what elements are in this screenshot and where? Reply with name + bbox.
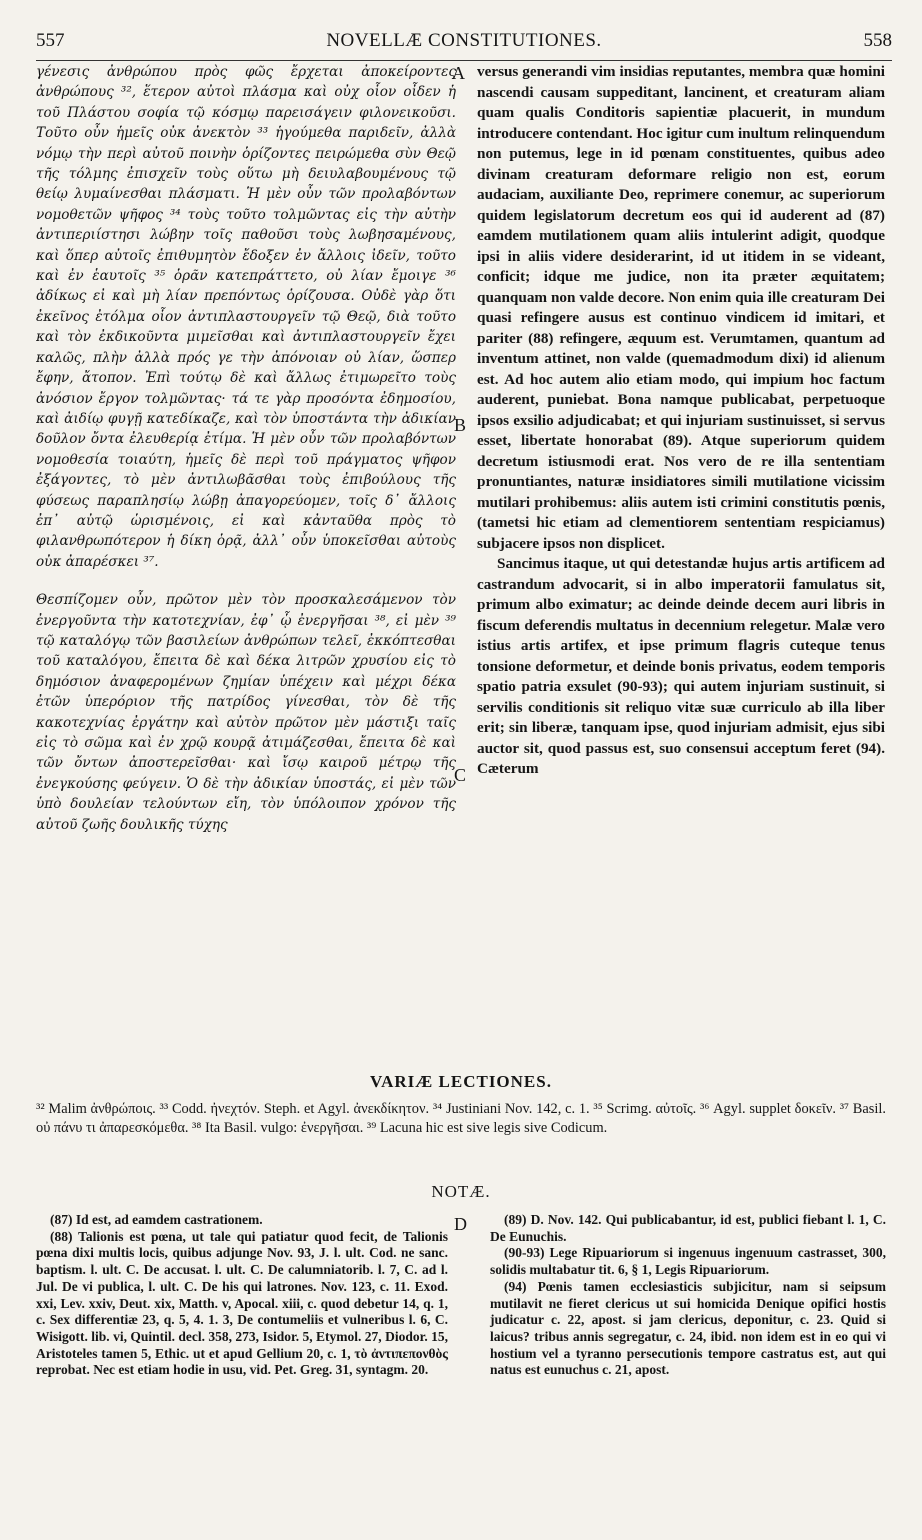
section-marker-b: B [454, 415, 467, 435]
greek-paragraph: Θεσπίζομεν οὖν, πρῶτον μὲν τὸν προσκαλεσάμενον τὸν ἐνεργοῦντα τὴν κατοτεχνίαν, ἐφ᾽ ᾧ ἐνεργῆσαι ³⁸, εἰ μὲν ³⁹ τῷ καταλόγῳ τῶν βασιλείων ἀνθρώπων τελεῖ, ἐκκόπτεσθαι τοῦ καταλόγου, ἔπειτα δὲ καὶ δέκα λιτρῶν χρυσίου εἰς τὸ δημόσιον ἀναφερομένων ζημίαν ὑπέχειν καὶ μέχρι δέκα ἐτῶν ὑπερόριον τῆς πατρίδος γίνεσθαι, τὸν δὲ τῆς κακοτεχνίας ἐργάτην καὶ αὐτὸν πρῶτον μὲν μάστιξι ταῖς εἰς τὸ σῶμα καὶ ἐν χρῷ κουρᾷ ἀτιμάζεσθαι, ἔπειτα δὲ καὶ τῶν ὄντων ἀποστερεῖσθαι· καὶ ἴσῳ καιροῦ μέτρῳ τῆς ἐνεγκούσης φεύγειν. Ὁ δὲ τὴν ἀδικίαν ὑποστάς, εἰ μὲν τῶν ὑπὸ δουλείαν τελούντων εἴη, τὸν ὑπόλοιπον χρόνον τῆς αὐτοῦ ζωῆς δουλικῆς τύχης [36, 592, 456, 833]
header-rule [36, 60, 892, 61]
running-header [36, 30, 892, 56]
latin-text-column [477, 62, 885, 1062]
notes-right-column [490, 1212, 886, 1379]
running-title: NOVELLÆ CONSTITUTIONES. [326, 30, 602, 51]
section-marker-d: D [454, 1214, 467, 1234]
section-marker-c: C [454, 765, 467, 785]
notes-left-column [36, 1212, 448, 1379]
page-number-left: 557 [36, 30, 65, 51]
latin-paragraph: Sancimus itaque, ut qui detestandæ hujus artis artificem ad castrandum advocarit, si in albo imperatorii famulatus sit, primum albo eximatur; ac deinde deinde decem auri libris in fiscum deferendis multatus in decennium relegetur. Malæ vero istius artis artifex, et ipse primum flagris cuteque tenus tonsione deformetur, et deinde bonis privatus, eodem temporis spatio patria exsulet (90-93); qui autem injuriam sustinuit, si servilis conditionis sit reliquo vitæ suæ curriculo ab illa liber erit; sin liberæ, tanquam ipse, quod injuriam admisit, ejus sibi auctor sit, quod passus est, suo consensui acceptum feret (94). Cæterum [477, 555, 885, 777]
footnote: (90-93) Lege Ripuariorum si ingenuus ingenuum castrasset, 300, solidis multabatur tit. 6, § 1, Legis Ripuariorum. [490, 1245, 886, 1278]
greek-paragraph: γένεσις ἀνθρώπου πρὸς φῶς ἔρχεται ἀποκείροντες ἀνθρώπους ³², ἕτερον αὐτοὶ πλάσμα καὶ οὐχ οἷον οἶδεν ἡ τοῦ Πλάστου σοφία τῷ κόσμῳ παρεισάγειν φιλονεικοῦσι. Τοῦτο οὖν ἡμεῖς οὐκ ἀνεκτὸν ³³ ἡγούμεθα παριδεῖν, ἀλλὰ νόμῳ τὴν περὶ αὐτοῦ ποινὴν ὁρίζοντες πειρώμεθα σὺν Θεῷ τῆς τόλμης ἐπισχεῖν τοὺς οὕτω μὴ δειυλαβουμένους τῷ θείῳ λυμαίνεσθαι πλάσματι. Ἡ μὲν οὖν τῶν προλαβόντων νομοθετῶν ψῆφος ³⁴ τοὺς τοῦτο τολμῶντας εἰς τὴν αὐτὴν ἀντιπεριίστησι λώβην τοῖς παθοῦσι τοὺς λωβησαμένους, καὶ ὅπερ αὐτοῖς ἐπιθυμητὸν ἔδοξεν ἐν ἄλλοις ἰδεῖν, τοῦτο καὶ ἐν ἑαυτοῖς ³⁵ ὁρᾶν κατεπράττετο, οὐ λίαν ἔμοιγε ³⁶ ἀδίκως εἰ καὶ μὴ λίαν πρεπόντως ὁρίζουσα. Οὐδὲ γὰρ ὅτι ἐκεῖνος ἐτόλμα οἷον ἀντιπλαστουργεῖν τῷ Θεῷ, διὰ τοῦτο καὶ τὸν ἐκδικοῦντα μιμεῖσθαι καὶ ἀντιπλαστουργεῖν ἔχει καλῶς, πλὴν ἀλλὰ πρός γε τὴν ἀπόνοιαν οὐ λίαν, ὥσπερ ἔφην, ἄτοπον. Ἐπὶ τούτῳ δὲ καὶ ἄλλως ἐτιμωρεῖτο τοὺς ἀνόσιον ἔργον τολμῶντας· τά τε γὰρ προσόντα ἐδημοσίου, καὶ ἀιδίῳ φυγῇ κατεδίκαζε, καὶ τὸν ὑποστάντα τὴν ἀδικίαν δοῦλον ὄντα ἐλευθερίᾳ ἐτίμα. Ἡ μὲν οὖν τῶν προλαβόντων νομοθεσία τοιαύτη, ἡμεῖς δὲ περὶ τοῦ πράγματος ψῆφον ἐξάγοντες, τὸ μὲν ἀντιλωβᾶσθαι τοὺς ἐπιβούλους τῆς φύσεως παραπλησίῳ λώβῃ ἀπαγορεύομεν, τοῖς δ᾽ ἄλλοις ἐπ᾽ αὐτῷ ὡρισμένοις, εἰ καὶ κἀνταῦθα πρὸς τὸ φιλανθρωπότερον ἡ δίκη ὁρᾷ, ἀλλ᾽ οὖν ὑποκεῖσθαι αὐτοὺς οὐκ ἀπαρέσκει ³⁷. [36, 64, 456, 570]
section-marker-a: A [452, 63, 465, 83]
variae-lectiones-heading: VARIÆ LECTIONES. [370, 1072, 552, 1091]
footnote: (94) Pœnis tamen ecclesiasticis subjicitur, nam si seipsum mutilavit ne fieret clericus ut sui homicida Denique opifici hostis judicatur c. 22, apost. si jam clericus, deponitur, c. 23. Quid si laicus? tribus annis segregatur, c. 24, ibid. non idem est in eo qui vi hostium vel a tyranno persecutionis tempore castratus est, aut qui natus est eunuchus c. 21, apost. [490, 1278, 886, 1378]
footnote: (87) Id est, ad eamdem castrationem. [50, 1212, 263, 1227]
variae-lectiones-text [36, 1100, 886, 1138]
footnote: (89) D. Nov. 142. Qui publicabantur, id est, publici fiebant l. 1, C. De Eunuchis. [490, 1212, 886, 1244]
latin-paragraph: versus generandi vim insidias reputantes, membra quæ homini nascendi causam suppeditant, lancinent, et creaturam aliam quam qualis Conditoris sapientiæ placuerit, in mundum introducere contendant. Hoc igitur cum inultum relinquendum non putemus, lege in id pœnam constituentes, quibus adeo divinam creaturam deformare religio non est, eorum audaciam, auxiliante Deo, reprimere conemur, ac superiorum quidem legislatorum decretum eos qui id auderent ad (87) eamdem mutilationem quam aliis intulerint adigit, quodque ipsi in aliis videre desiderarint, id ut itidem in se videant, conficit; idque me judice, non ita præter æquitatem; quanquam non valde decore. Non enim quia ille creaturam Dei quasi refingere ausus est continuo vindicem id imitari, et pariter (88) refingere, æquum est. Verumtamen, quantum ad inventum attinet, non valde (quemadmodum dixi) id alienum est. Ad hoc autem alio etiam modo, qui impium hoc factum auderent, puniebat. Bona namque publicabat, perpetuoque ipsos exsilio adjudicabat; et qui injuriam sustinuisset, si servus esset, libertate honorabat (89). Atque superiorum quidem decretum istiusmodi erat. Nos vero de re illa sententiam pronuntiantes, naturæ insidiatores simili mutilatione vicissim mutilari prohibemus: aliis autem isti crimini constitutis pœnis, (tametsi hic etiam ad clementiorem sententiam respiciamus) subjacere ipsos non displicet. [477, 63, 885, 552]
variae-lectiones-paragraph: ³² Malim ἀνθρώποις. ³³ Codd. ἠνεχτόν. Steph. et Agyl. ἀνεκδίκητον. ³⁴ Justiniani Nov. 142, c. 1. ³⁵ Scrimg. αὐτοῖς. ³⁶ Agyl. supplet δοκεῖν. ³⁷ Basil. οὐ πάνυ τι ἀπαρεσκόμεθα. ³⁸ Ita Basil. vulgo: ἐνεργῆσαι. ³⁹ Lacuna hic est sive legis sive Codicum. [36, 1101, 886, 1136]
notae-heading: NOTÆ. [431, 1182, 491, 1201]
greek-text-column [36, 62, 456, 1062]
page-number-right: 558 [863, 30, 892, 51]
footnote: (88) Talionis est pœna, ut tale qui patiatur quod fecit, de Talionis pœna dixi multis locis, quibus adjunge Nov. 93, J. l. ult. Cod. ne sanc. baptism. l. ult. C. De accusat. l. ult. C. De calumniatorib. l. 7, C. ad l. Jul. De vi publica, l. ult. C. De his qui latrones. Nov. 123, c. 11. Exod. xxi, Lev. xxiv, Deut. xix, Matth. v, Apocal. xiii, c. quod debetur 14, q. 1, c. Sex differentiæ 23, q. 5, 4. 1. 3, De contumeliis et vulneribus l. 6, C. Wisigott. lib. vi, Quintil. decl. 358, 273, Isidor. 5, Etymol. 27, Diodor. 15, Aristoteles tamen 5, Ethic. ut et apud Gellium 20, c. 1, τὸ ἀντιπεπονθὸς reprobat. Nec est etiam hodie in usu, vid. Pet. Greg. 31, syntagm. 20. [36, 1228, 448, 1378]
